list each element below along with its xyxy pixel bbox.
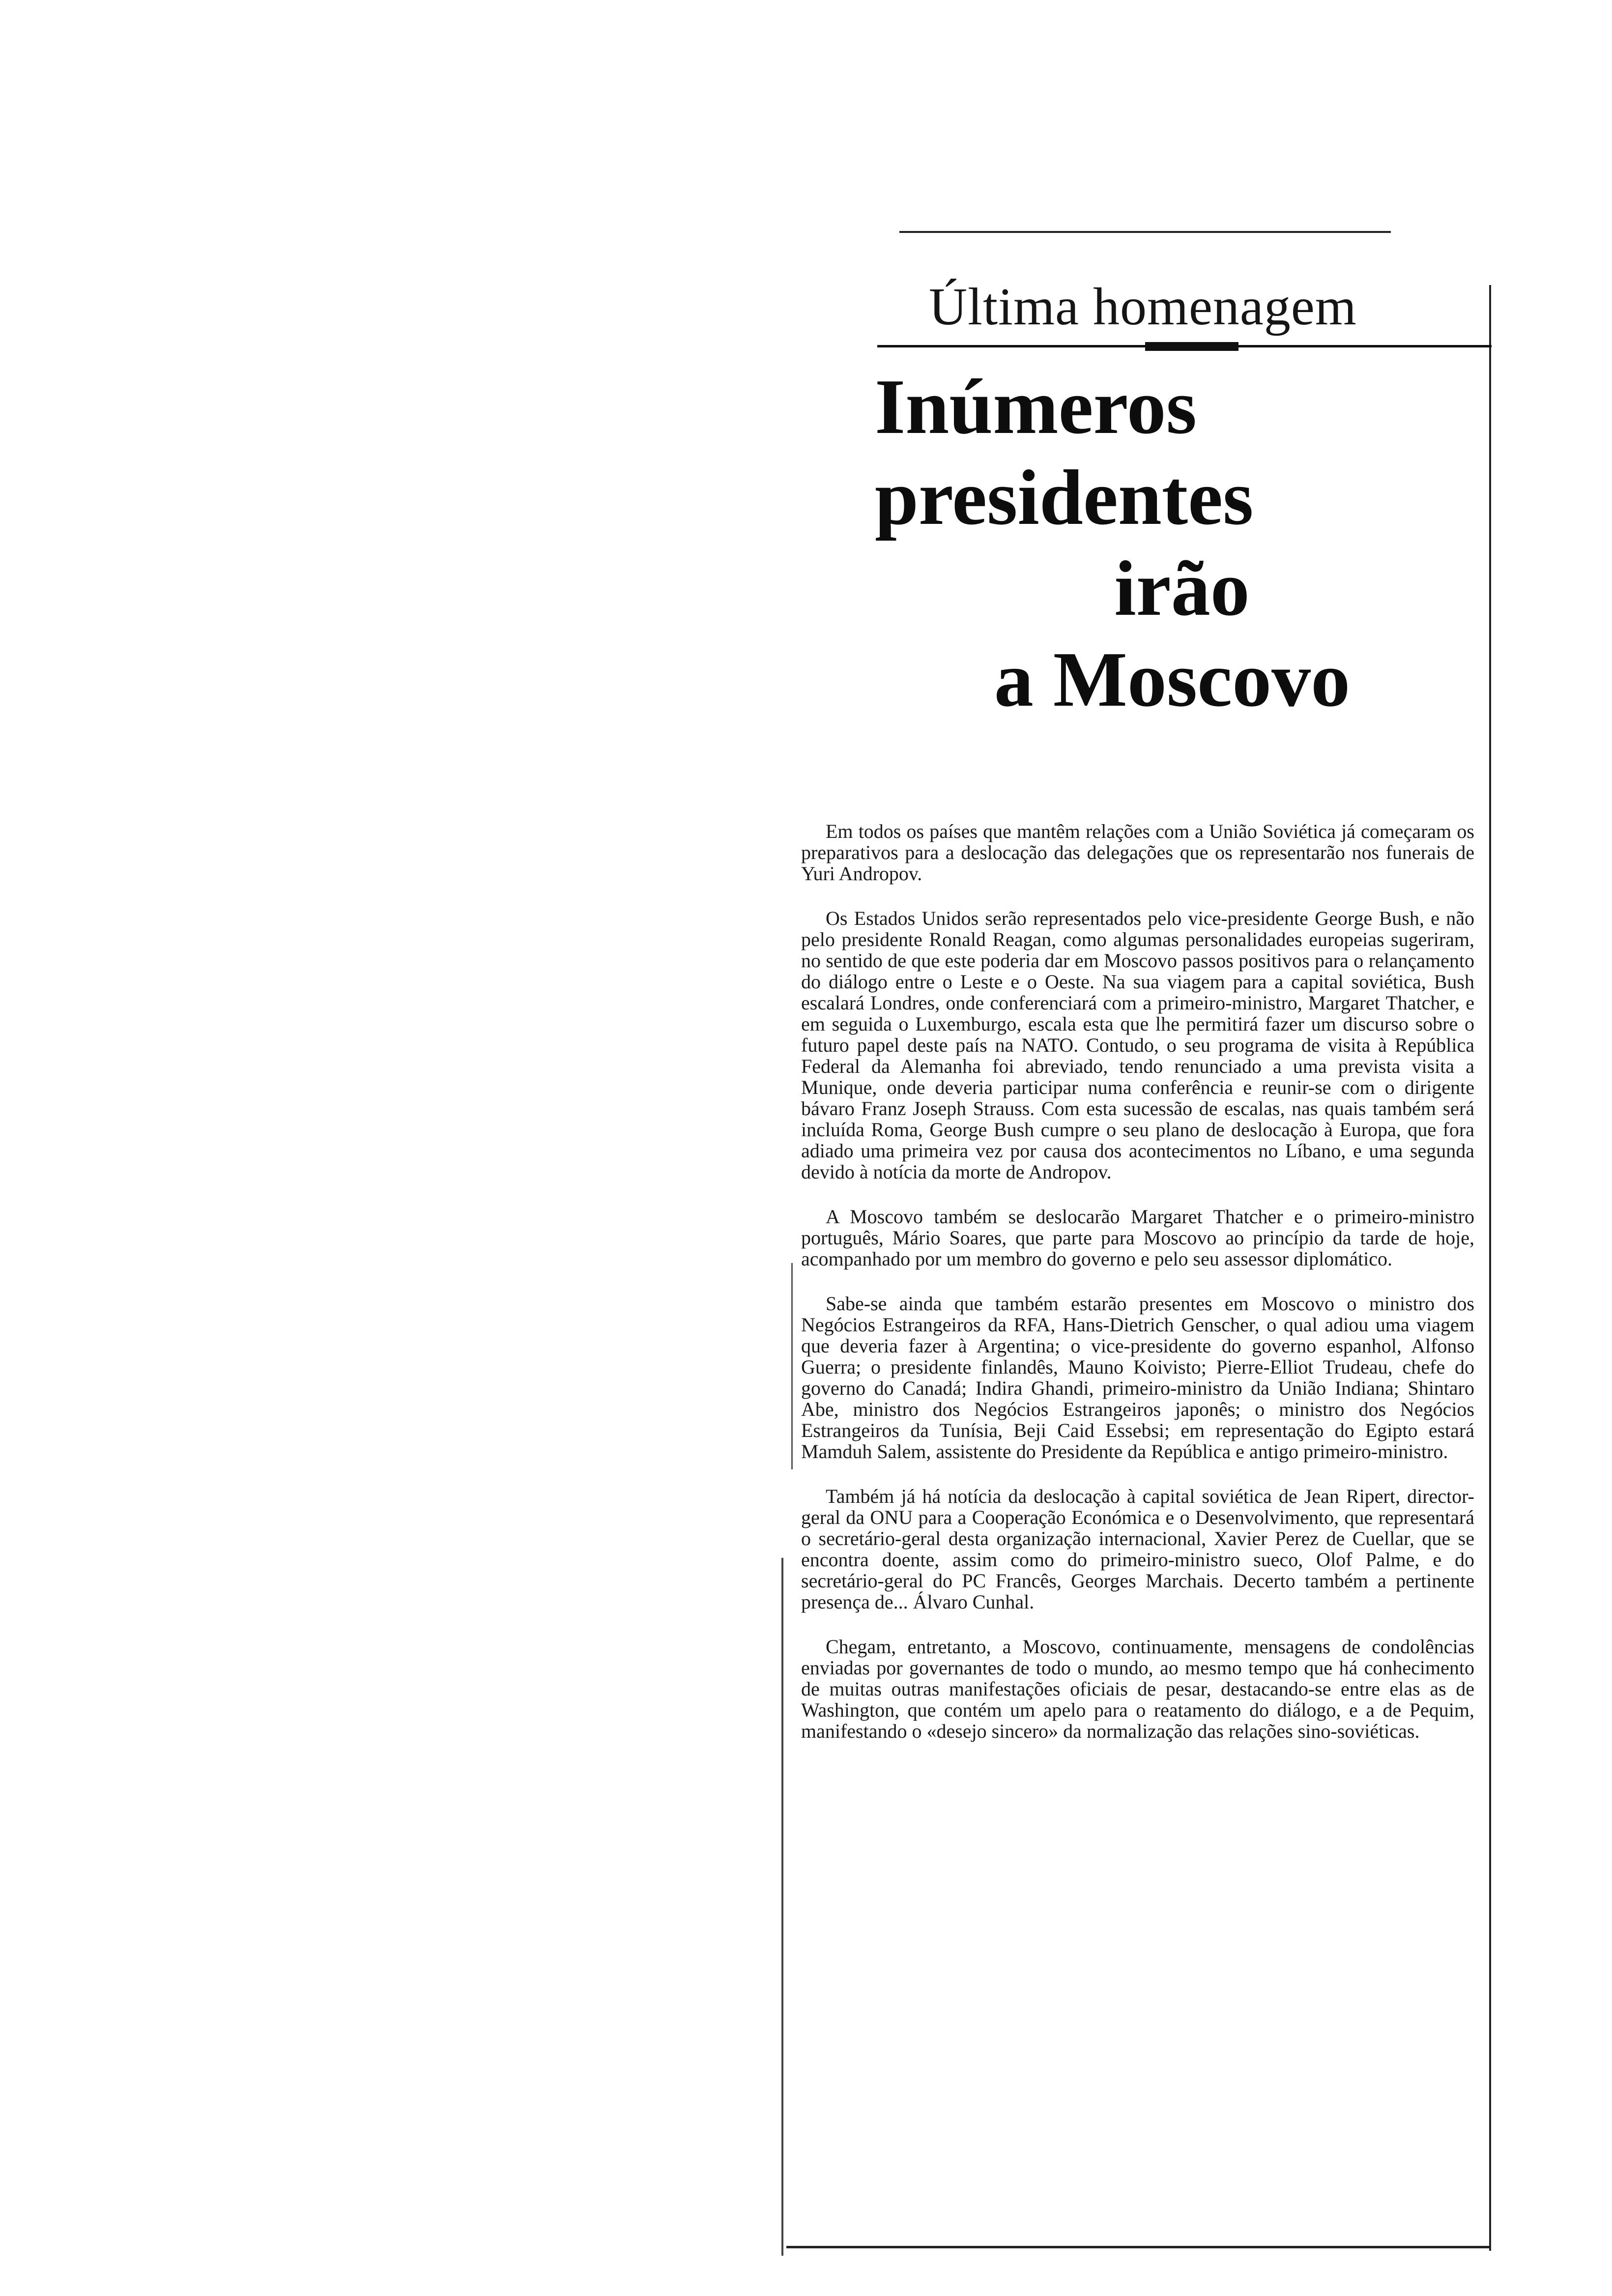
kicker-rule-accent bbox=[1145, 342, 1238, 351]
headline-line-1: Inúmeros presidentes bbox=[875, 363, 1254, 541]
article-body bbox=[801, 821, 1474, 1765]
bottom-border-rule bbox=[786, 2246, 1491, 2248]
article-paragraph-2: Os Estados Unidos serão representados pelo vice-presidente George Bush, e não pelo presidente Ronald Reagan, como algumas personalidades europeias sugeriram, no sentido de que este poderia dar em Moscovo passos positivos para o relançamento do diálogo entre o Leste e o Oeste. Na sua viagem para a capital soviética, Bush escalará Londres, onde conferenciará com a primeiro-ministro, Margaret Thatcher, e em seguida o Luxemburgo, escala esta que lhe permitirá fazer um discurso sobre o futuro papel deste país na NATO. Contudo, o seu programa de visita à República Federal da Alemanha foi abreviado, tendo renunciado a uma prevista visita a Munique, onde deveria participar numa conferência e reunir-se com o dirigente bávaro Franz Joseph Strauss. Com esta sucessão de escalas, nas quais também será incluída Roma, George Bush cumpre o seu plano de deslocação à Europa, que fora adiado uma primeira vez por causa dos acontecimentos no Líbano, e uma segunda devido à notícia da morte de Andropov. bbox=[801, 907, 1474, 1183]
newspaper-clipping bbox=[781, 231, 1494, 2266]
kicker: Última homenagem bbox=[929, 278, 1357, 336]
article-paragraph-1: Em todos os países que mantêm relações com a União Soviética já começaram os preparativos para a deslocação das delegações que os representarão nos funerais de Yuri Andropov. bbox=[801, 820, 1474, 885]
left-border-rule bbox=[781, 1558, 783, 2256]
article-paragraph-5: Também já há notícia da deslocação à capital soviética de Jean Ripert, director-geral da ONU para a Cooperação Económica e o Desenvolvimento, que representará o secretário-geral desta organização internacional, Xavier Perez de Cuellar, que se encontra doente, assim como do primeiro-ministro sueco, Olof Palme, e do secretário-geral do PC Francês, Georges Marchais. Decerto também a pertinente presença de... Álvaro Cunhal. bbox=[801, 1485, 1474, 1613]
headline-line-3: a Moscovo bbox=[994, 635, 1351, 723]
article-paragraph-3: A Moscovo também se deslocarão Margaret Thatcher e o primeiro-ministro português, Mário Soares, que parte para Moscovo ao princípio da tarde de hoje, acompanhado por um membro do governo e pelo seu assessor diplomático. bbox=[801, 1205, 1474, 1270]
headline bbox=[875, 361, 1489, 725]
article-paragraph-6: Chegam, entretanto, a Moscovo, continuamente, mensagens de condolências enviadas por governantes de todo o mundo, ao mesmo tempo que há conhecimento de muitas outras manifestações oficiais de pesar, destacando-se entre elas as de Washington, que contém um apelo para o reatamento do diálogo, e a de Pequim, manifestando o «desejo sincero» da normalização das relações sino-soviéticas. bbox=[801, 1636, 1474, 1742]
article-paragraph-4: Sabe-se ainda que também estarão presentes em Moscovo o ministro dos Negócios Estrangeiros da RFA, Hans-Dietrich Genscher, o qual adiou uma viagem que deveria fazer à Argentina; o vice-presidente do governo espanhol, Alfonso Guerra; o presidente finlandês, Mauno Koivisto; Pierre-Elliot Trudeau, chefe do governo do Canadá; Indira Ghandi, primeiro-ministro da União Indiana; Shintaro Abe, ministro dos Negócios Estrangeiros japonês; o ministro dos Negócios Estrangeiros da Tunísia, Beji Caid Essebsi; em representação do Egipto estará Mamduh Salem, assistente do Presidente da República e antigo primeiro-ministro. bbox=[801, 1292, 1474, 1463]
left-margin-mark bbox=[791, 1263, 793, 1469]
headline-line-2: irão bbox=[1114, 545, 1250, 632]
top-border-rule bbox=[899, 231, 1391, 233]
right-border-rule bbox=[1489, 285, 1491, 2251]
